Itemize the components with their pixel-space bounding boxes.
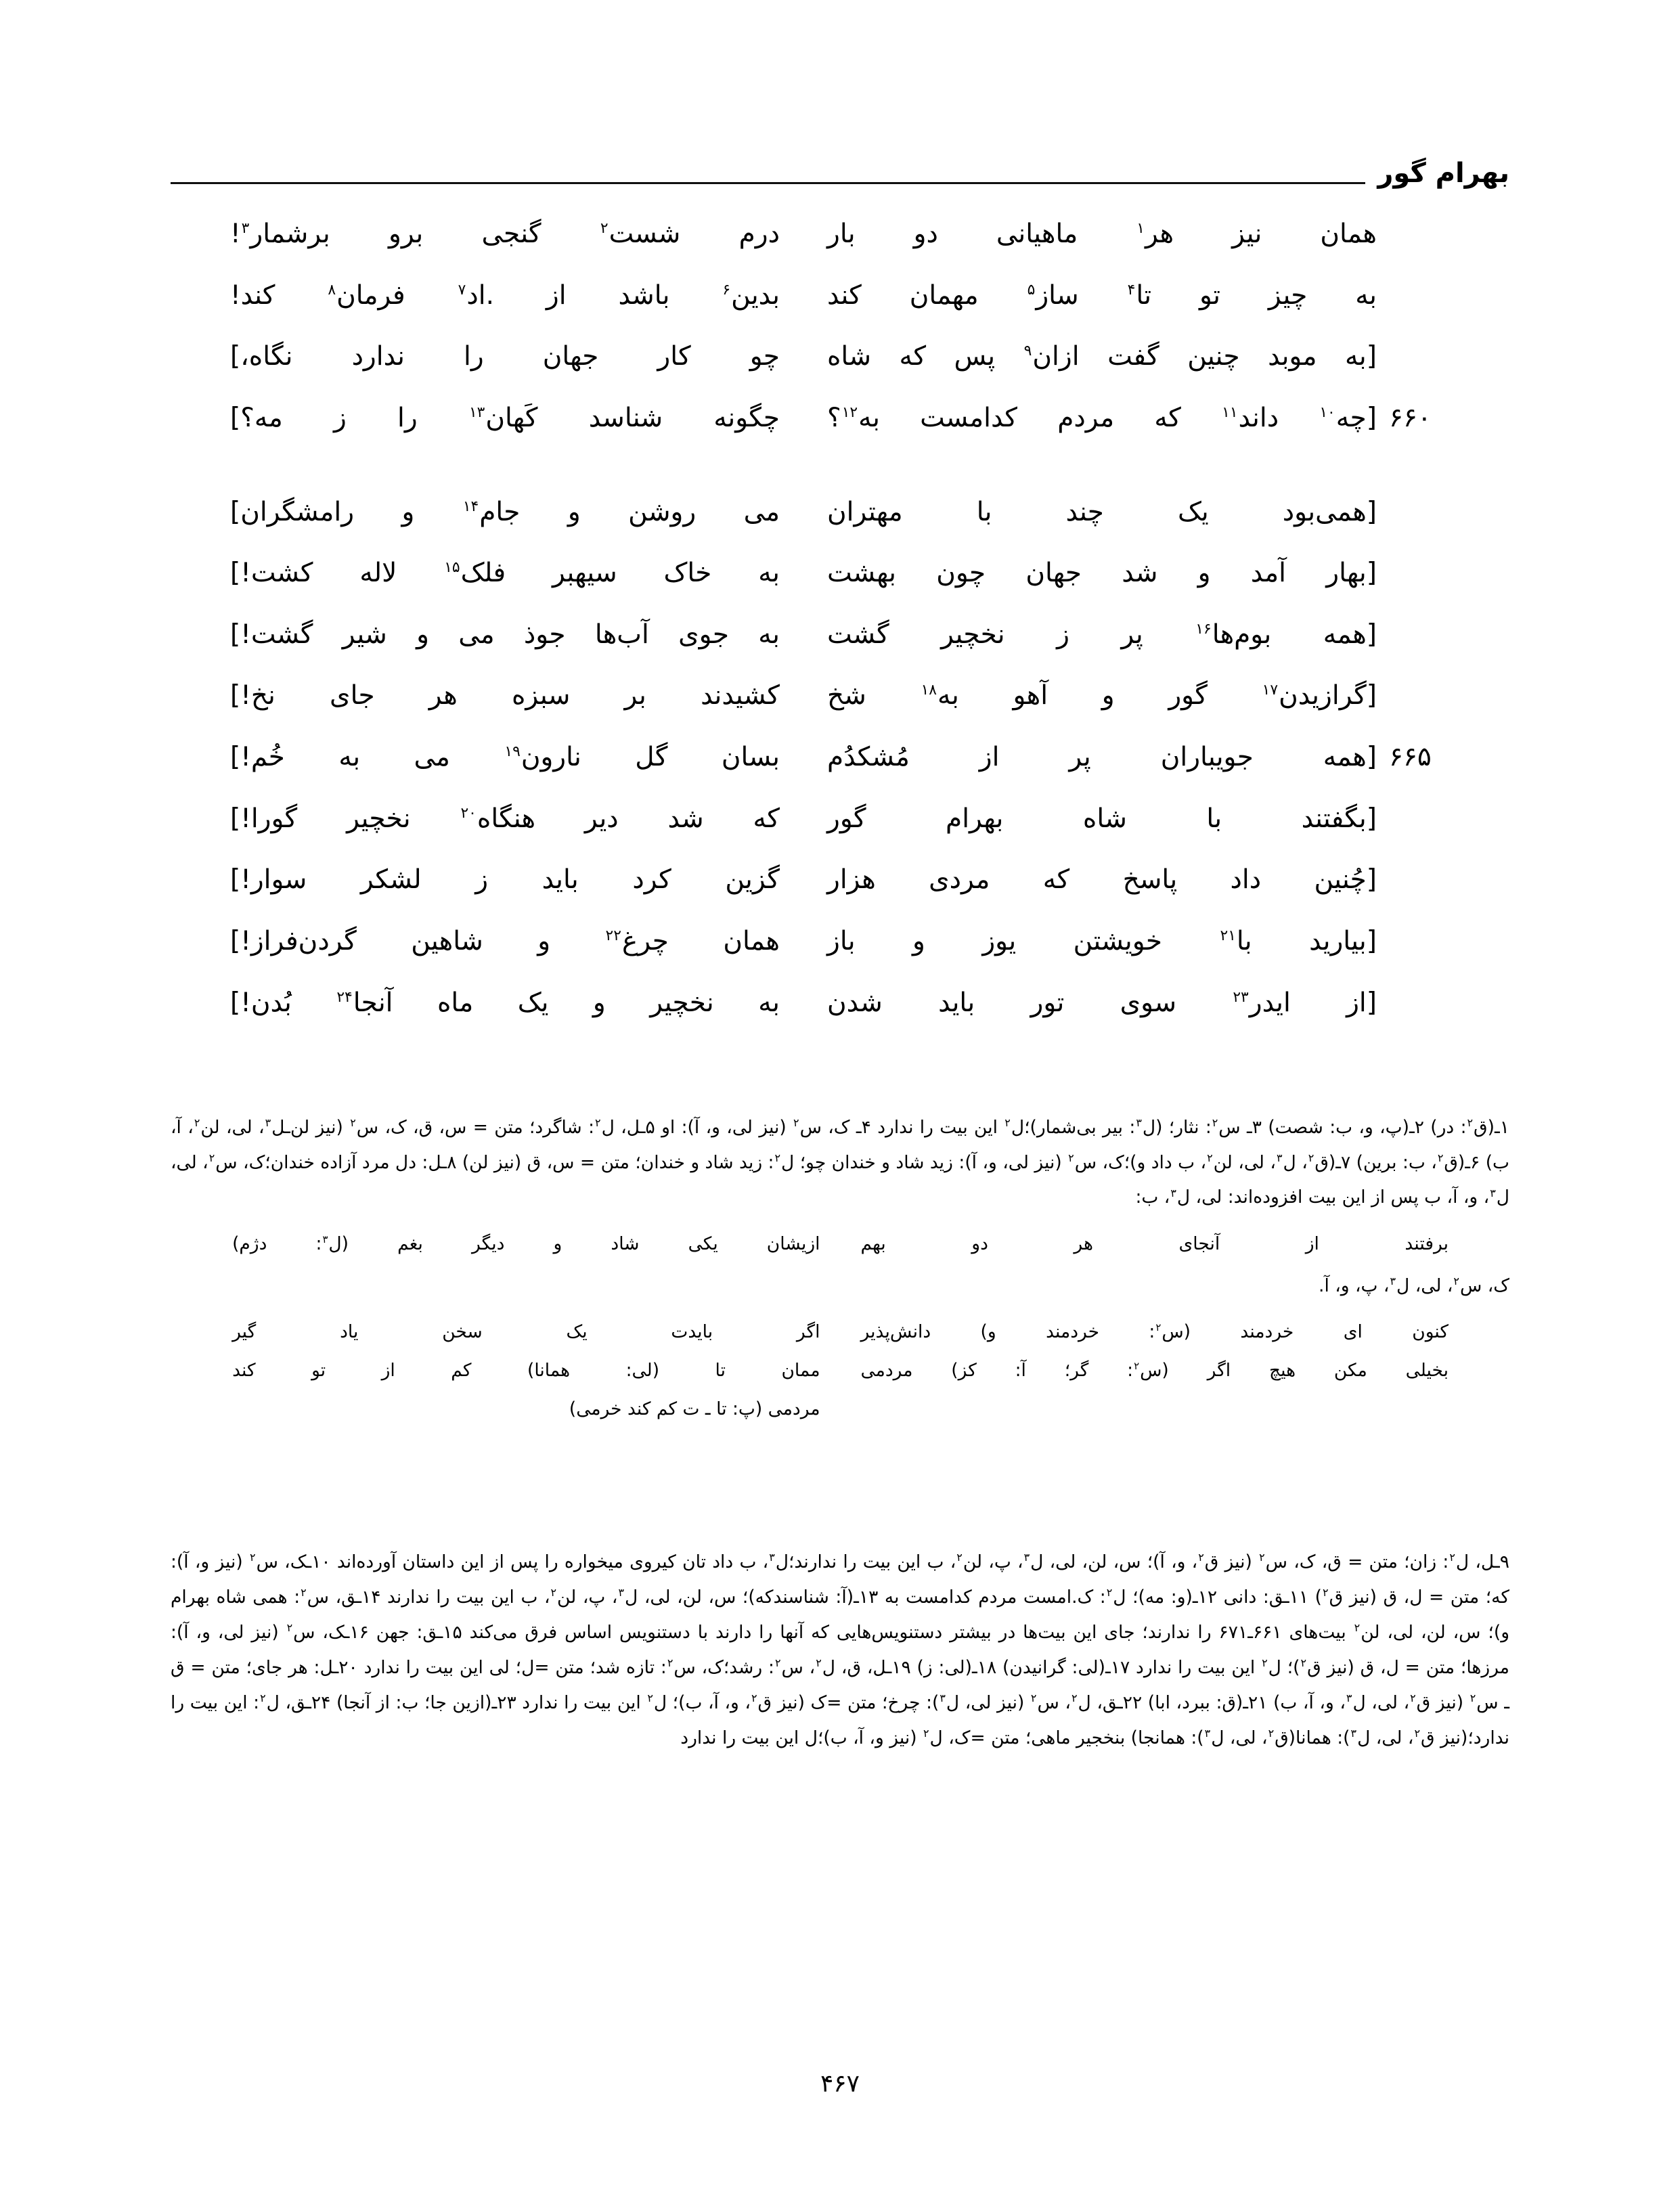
verse-number: ۶۶۵: [1389, 742, 1432, 773]
apparatus-lower: [171, 1545, 1509, 1759]
hemistich-right: [بگفتند با شاه بهرام گور: [827, 803, 1377, 834]
inset-hemistich-left: ممان تا (لی: همانا) کم از تو کند: [232, 1359, 820, 1381]
running-head-title: بهرام گور: [1377, 158, 1509, 189]
verse-line: [223, 801, 1457, 837]
verse-area: [223, 217, 1457, 1021]
verse-line: [223, 339, 1457, 375]
verse-line: [223, 217, 1457, 252]
folio-page-number: ۴۶۷: [820, 2070, 860, 2098]
hemistich-right: [بهار آمد و شد جهان چون بهشت: [827, 558, 1377, 589]
inset-hemistich-right: بخیلی مکن هیچ اگر (س$^۲$: گر؛ آ: کز) مردمی: [860, 1359, 1449, 1381]
inset-verse-line: [171, 1390, 1449, 1429]
hemistich-left: می روشن و جام$^{۱۴}$ و رامشگران]: [230, 496, 780, 527]
hemistich-left: کشیدند بر سبزه هر جای نخ!]: [230, 680, 780, 711]
inset-hemistich-right: برفتند از آنجای هر دو بهم: [860, 1233, 1449, 1255]
verse-line: [223, 986, 1457, 1021]
hemistich-right: [چه$^{۱۰}$ داند$^{۱۱}$ که مردم کدامست به$^{۱۲}$؟: [827, 402, 1377, 433]
apparatus-paragraph: ۹ـل، ل$^۲$: زان؛ متن = ق، ک، س$^۲$ (نیز ق$^۲$، و، آ)؛ س، لن، لی، ل$^۳$، پ، لن$^۲$، ب این بیت را ندارند؛ل$^۳$، ب داد تان کیروی میخواره را پس از این داستان آورده‌اند ۱۰ـک، س$^۲$ (نیز و، آ): که؛ متن = ل، ق (نیز ق$^۲$) ۱۱ـق: دانی ۱۲ـ(و: مه)؛ ل$^۲$: ک.امست مردم کدامست به ۱۳ـ(آ: شناسندکه)؛ س، لن، لی، ل$^۳$، پ، لن$^۲$، ب این بیت را ندارند ۱۴ـق، س$^۲$: همی شاه بهرام و)؛ س، لن، لی، لن$^۲$ بیت‌های ۶۶۱ـ۶۷۱ را ندارند؛ جای این بیت‌ها در بیشتر دستنویس‌هایی که آنها را دارند با دستنویس اساس فرق می‌کند ۱۵ـق: جهن ۱۶ـک، س$^۲$ (نیز لی، و، آ): مرزها؛ متن = ل، ق (نیز ق$^۲$)؛ ل$^۲$ این بیت را ندارد ۱۷ـ(لی: گرانیدن) ۱۸ـ(لی: ز) ۱۹ـل، ق، ل$^۲$، س$^۲$: رشد؛ک، س$^۲$: تازه شد؛ متن =ل؛ لی این بیت را ندارد ۲۰ـل: هر جای؛ متن = ق ـ س$^۲$ (نیز ق$^۲$، لی، ل$^۳$، و، آ، ب) ۲۱ـ(ق: ببرد، ابا) ۲۲ـق، ل$^۲$، س$^۲$ (نیز لی، ل$^۳$): چرخ؛ متن =ک (نیز ق$^۲$، و، آ، ب)؛ ل$^۲$ این بیت را ندارد ۲۳ـ(ازین جا؛ ب: از آنجا) ۲۴ـق، ل$^۲$: این بیت را ندارد؛(نیز ق$^۲$، لی، ل$^۳$): همانا(ق$^۲$، لی، ل$^۳$): همانجا) بنخجیر ماهی؛ متن =ک، ل$^۲$ (نیز و، آ، ب)؛ل این بیت را ندارد: [171, 1551, 1509, 1748]
verse-line: [223, 401, 1457, 437]
inset-hemistich-left: اگر بایدت یک سخن یاد گیر: [232, 1321, 820, 1342]
hemistich-left: گزین کرد باید ز لشکر سوار!]: [230, 864, 780, 896]
hemistich-right: [بیارید با$^{۲۱}$ خویشتن یوز و باز: [827, 926, 1377, 957]
verse-line: [223, 495, 1457, 531]
hemistich-left: بدین$^۶$ باشد از .اد$^۷$ فرمان$^۸$ کند!: [230, 280, 780, 311]
verse-line: [223, 924, 1457, 960]
verse-number: ۶۶۰: [1389, 402, 1432, 433]
hemistich-left: همان چرغ$^{۲۲}$ و شاهین گردن‌فراز!]: [230, 926, 780, 957]
inset-hemistich-right: [820, 1390, 1449, 1429]
verse-line: [223, 740, 1457, 776]
hemistich-left: که شد دیر هنگاه$^{۲۰}$ نخچیر گورا!]: [230, 803, 780, 834]
verse-line: [223, 617, 1457, 653]
apparatus-inset-one-after: ک، س$^۲$، لی، ل$^۳$، پ، و، آ.: [1319, 1275, 1509, 1297]
hemistich-left: چو کار جهان را ندارد نگاه،]: [230, 341, 780, 372]
hemistich-right: [به موبد چنین گفت ازان$^۹$ پس که شاه: [827, 341, 1377, 372]
verse-line: [223, 862, 1457, 898]
stanza: [223, 495, 1457, 1021]
inset-hemistich-right: کنون ای خردمند (س$^۲$: خردمند و) دانش‌پذیر: [860, 1321, 1449, 1342]
hemistich-left: به خاک سیهبر فلک$^{۱۵}$ لاله کشت!]: [230, 558, 780, 589]
hemistich-left: به نخچیر و یک ماه آنجا$^{۲۴}$ بُدن!]: [230, 987, 780, 1018]
hemistich-right: به چیز تو تا$^۴$ ساز$^۵$ مهمان کند: [827, 280, 1377, 311]
verse-line: [223, 678, 1457, 714]
apparatus-upper: [171, 1110, 1509, 1437]
hemistich-left: به جوی آب‌ها جوذ می و شیر گشت!]: [230, 619, 780, 650]
inset-hemistich-left: مردمی (پ: تا ـ ت کم کند خرمی): [569, 1398, 820, 1419]
hemistich-right: [گرازیدن$^{۱۷}$ گور و آهو به$^{۱۸}$ شخ: [827, 680, 1377, 711]
hemistich-right: [همه بوم‌ها$^{۱۶}$ پر ز نخچیر گشت: [827, 619, 1377, 650]
apparatus-inset-couplet-two: [171, 1313, 1509, 1429]
stanza: [223, 217, 1457, 437]
inset-verse-line: [171, 1313, 1449, 1352]
running-head: [171, 143, 1509, 191]
running-head-rule: [171, 182, 1365, 184]
inset-verse-line: [171, 1352, 1449, 1390]
hemistich-left: چگونه شناسد کَهان$^{۱۳}$ را ز مه؟]: [230, 402, 780, 433]
hemistich-right: [همی‌بود یک چند با مهتران: [827, 496, 1377, 527]
hemistich-right: [همه جویباران پر از مُشکدُم: [827, 742, 1377, 773]
hemistich-left: بسان گل نارون$^{۱۹}$ می به خُم!]: [230, 742, 780, 773]
verse-line: [223, 556, 1457, 592]
hemistich-right: [از ایدر$^{۲۳}$ سوی تور باید شدن: [827, 987, 1377, 1018]
hemistich-right: [چُنین داد پاسخ که مردی هزار: [827, 864, 1377, 896]
inset-hemistich-left: ازیشان یکی شاد و دیگر بغم (ل$^۳$: دژم): [232, 1233, 820, 1255]
apparatus-paragraph: ۱ـ(ق$^۲$: در) ۲ـ(پ، و، ب: شصت) ۳ـ س$^۲$: نثار؛ (ل$^۳$: بیر بی‌شمار)؛ل$^۲$ این بیت را ندارد ۴ـ ک، س$^۲$ (نیز لی، و، آ): او ۵ـل، ل$^۲$: شاگرد؛ متن = س، ق، ک، س$^۲$ (نیز لن‌ـل$^۳$، لی، لن$^۲$، آ، ب) ۶ـ(ق$^۲$، ب: برین) ۷ـ(ق$^۲$، ل$^۳$، لی، لن$^۲$، ب داد و)؛ک، س$^۲$ (نیز لی، و، آ): زید شاد و خندان چو؛ ل$^۲$: زید شاد و خندان؛ متن = س، ق (نیز لن) ۸ـل: دل مرد آزاده خندان؛ک، س$^۲$، لی، ل$^۳$، و، آ، ب پس از این بیت افزوده‌اند: لی، ل$^۳$، ب:: [171, 1116, 1509, 1208]
apparatus-inset-couplet-one: [171, 1226, 1509, 1262]
hemistich-right: همان نیز هر$^۱$ ماهیانی دو بار: [827, 219, 1377, 249]
verse-line: [223, 278, 1457, 314]
hemistich-left: درم شست$^۲$ گنجی برو برشمار$^۳$!: [230, 219, 780, 249]
